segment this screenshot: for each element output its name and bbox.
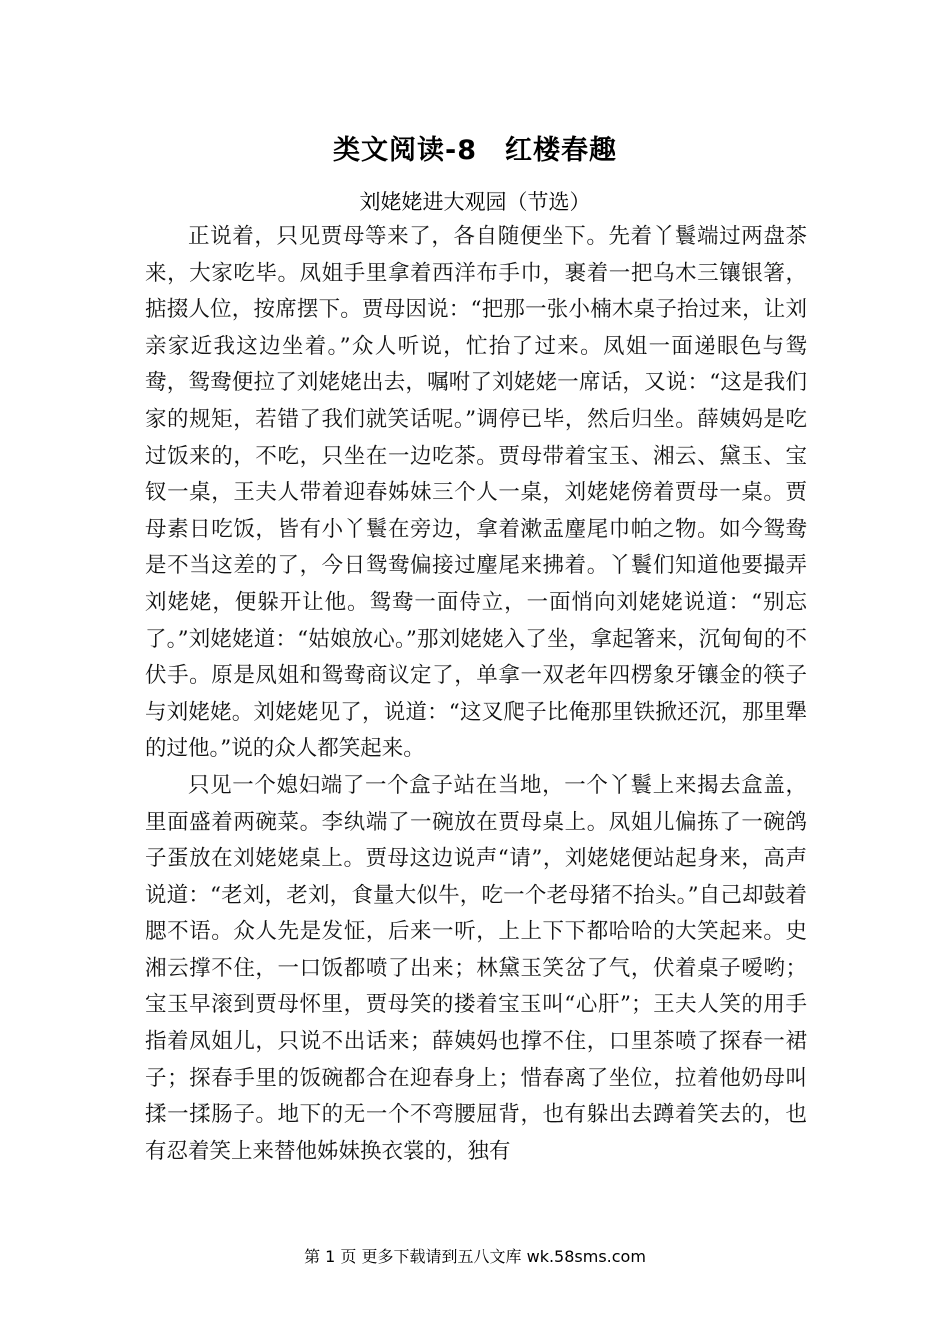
page-footer: 第 1 页 更多下载请到五八文库 wk.58sms.com <box>304 1247 646 1266</box>
paragraph-1: 正说着，只见贾母等来了，各自随便坐下。先着丫鬟端过两盘茶来，大家吃毕。凤姐手里拿着西洋布手巾，裹着一把乌木三镶银箸，掂掇人位，按席摆下。贾母因说：“把那一张小楠木桌子抬过来，让刘亲家近我这边坐着。”众人听说，忙抬了过来。凤姐一面递眼色与鸳鸯，鸳鸯便拉了刘姥姥出去，嘱咐了刘姥姥一席话，又说：“这是我们家的规矩，若错了我们就笑话呢。”调停已毕，然后归坐。薛姨妈是吃过饭来的，不吃，只坐在一边吃茶。贾母带着宝玉、湘云、黛玉、宝钗一桌，王夫人带着迎春姊妹三个人一桌，刘姥姥傍着贾母一桌。贾母素日吃饭，皆有小丫鬟在旁边，拿着漱盂麈尾巾帕之物。如今鸳鸯是不当这差的了，今日鸳鸯偏接过麈尾来拂着。丫鬟们知道他要撮弄刘姥姥，便躲开让他。鸳鸯一面侍立，一面悄向刘姥姥说道：“别忘了。”刘姥姥道：“姑娘放心。”那刘姥姥入了坐，拿起箸来，沉甸甸的不伏手。原是凤姐和鸳鸯商议定了，单拿一双老年四楞象牙镶金的筷子与刘姥姥。刘姥姥见了，说道：“这叉爬子比俺那里铁掀还沉，那里犟的过他。”说的众人都笑起来。 <box>145 224 807 762</box>
page-subtitle: 刘姥姥进大观园（节选） <box>359 190 591 214</box>
page-title: 类文阅读-8 红楼春趣 <box>333 135 617 166</box>
article-body <box>145 219 807 1170</box>
paragraph-2: 只见一个媳妇端了一个盒子站在当地，一个丫鬟上来揭去盒盖，里面盛着两碗菜。李纨端了一碗放在贾母桌上。凤姐儿偏拣了一碗鸽子蛋放在刘姥姥桌上。贾母这边说声“请”，刘姥姥便站起身来，高声说道：“老刘，老刘，食量大似牛，吃一个老母猪不抬头。”自己却鼓着腮不语。众人先是发怔，后来一听，上上下下都哈哈的大笑起来。史湘云撑不住，一口饭都喷了出来；林黛玉笑岔了气，伏着桌子嗳哟；宝玉早滚到贾母怀里，贾母笑的搂着宝玉叫“心肝”；王夫人笑的用手指着凤姐儿，只说不出话来；薛姨妈也撑不住，口里茶喷了探春一裙子；探春手里的饭碗都合在迎春身上；惜春离了坐位，拉着他奶母叫揉一揉肠子。地下的无一个不弯腰屈背，也有躲出去蹲着笑去的，也有忍着笑上来替他姊妹换衣裳的，独有 <box>145 772 807 1164</box>
